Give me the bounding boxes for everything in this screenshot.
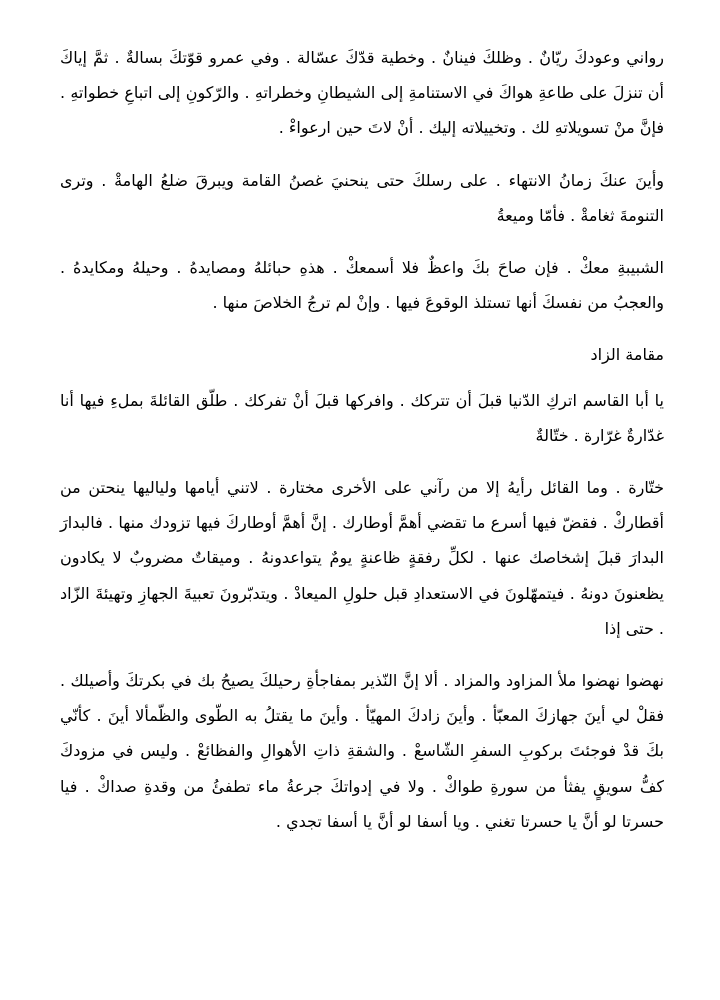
- section-heading: مقامة الزاد: [590, 345, 664, 365]
- paragraph-2: وأينَ عنكَ زمانُ الانتهاء . على رسلكَ حتى ينحنيَ غصنُ القامة ويبرقَ ضلعُ الهامةْ . وترى التنومةَ ثغامةْ . فأمّا وميعةُ: [60, 170, 664, 225]
- document-page: [60, 40, 664, 856]
- paragraph-3: الشبيبةِ معكْ . فإن صاحَ بكَ واعظٌ فلا أسمعكْ . هذهِ حبائلهُ ومصايدهُ . وحيلهُ ومكايدهُ . والعجبُ من نفسكَ أنها تستلذ الوقوعَ فيها . وإنْ لم ترجُ الخلاصَ منها .: [60, 258, 664, 313]
- paragraph-6: نهضوا نهضوا ملأ المزاود والمزاد . ألا إنَّ النّذير بمفاجأةِ رحيلكَ يصيحُ بك في بكرتكَ وأصيلك . فقلْ لي أينَ جهازكَ المعبّأ . وأينَ زادكَ المهيّأ . وأينَ ما يقتلُ به الطّوى والظّمألا أينَ . كأنّي بكَ قدْ فوجئتَ بركوبِ السفرِ الشّاسعْ . والشقةِ ذاتِ الأهوالِ والفظائعْ . وليس في مزودكَ كفُّ سويقٍ يفثأ من سورةِ طواكْ . ولا في إدواتكَ جرعةُ ماء تطفئُ من وقدةِ صداكْ . فيا حسرتا لو أنَّ يا حسرتا تغني . ويا أسفا لو أنَّ يا أسفا تجدي .: [60, 671, 664, 831]
- paragraph-4: يا أبا القاسم اتركِ الدّنيا قبلَ أن تتركك . وافركها قبلَ أنْ تفركك . طلّق القائلةَ بملءِ فيها أنا غدّارةٌ غرّارة . ختّالةٌ: [60, 390, 664, 445]
- paragraph-5: ختّارة . وما القائل رأيهُ إلا من رآني على الأخرى مختارة . لاتني أيامها ولياليها ينحتن من أقطاركْ . فقضّ فيها أسرع ما تقضي أهمَّ أوطارك . إنَّ أهمَّ أوطاركَ فيها تزودك منها . فالبدارَ البدارَ قبلَ إشخاصك عنها . لكلِّ رفقةٍ ظاعنةٍ يومٌ يتواعدونهُ . وميقاتٌ مضروبٌ لا يكادون يظعنونَ دونهُ . فيتمهّلونَ في الاستعدادِ قبل حلولِ الميعادْ . ويتدبّرونَ تعبيةَ الجهازِ وتهيئةَ الزّاد . حتى إذا: [60, 478, 664, 638]
- paragraph-1: رواني وعودكَ ريّانٌ . وظلكَ فينانٌ . وخطية قدّكَ عسّالة . وفي عمرو قوّتكَ بسالةٌ . ثمَّ إياكَ أن تنزلَ على طاعةِ هواكَ في الاستنامةِ إلى الشيطانِ وخطراتهِ . والرّكونِ إلى اتباعِ خطواتهِ . فإنَّ منْ تسويلاتهِ لك . وتخييلاته إليك . أنْ لاتَ حين ارعواءْ .: [60, 48, 664, 138]
